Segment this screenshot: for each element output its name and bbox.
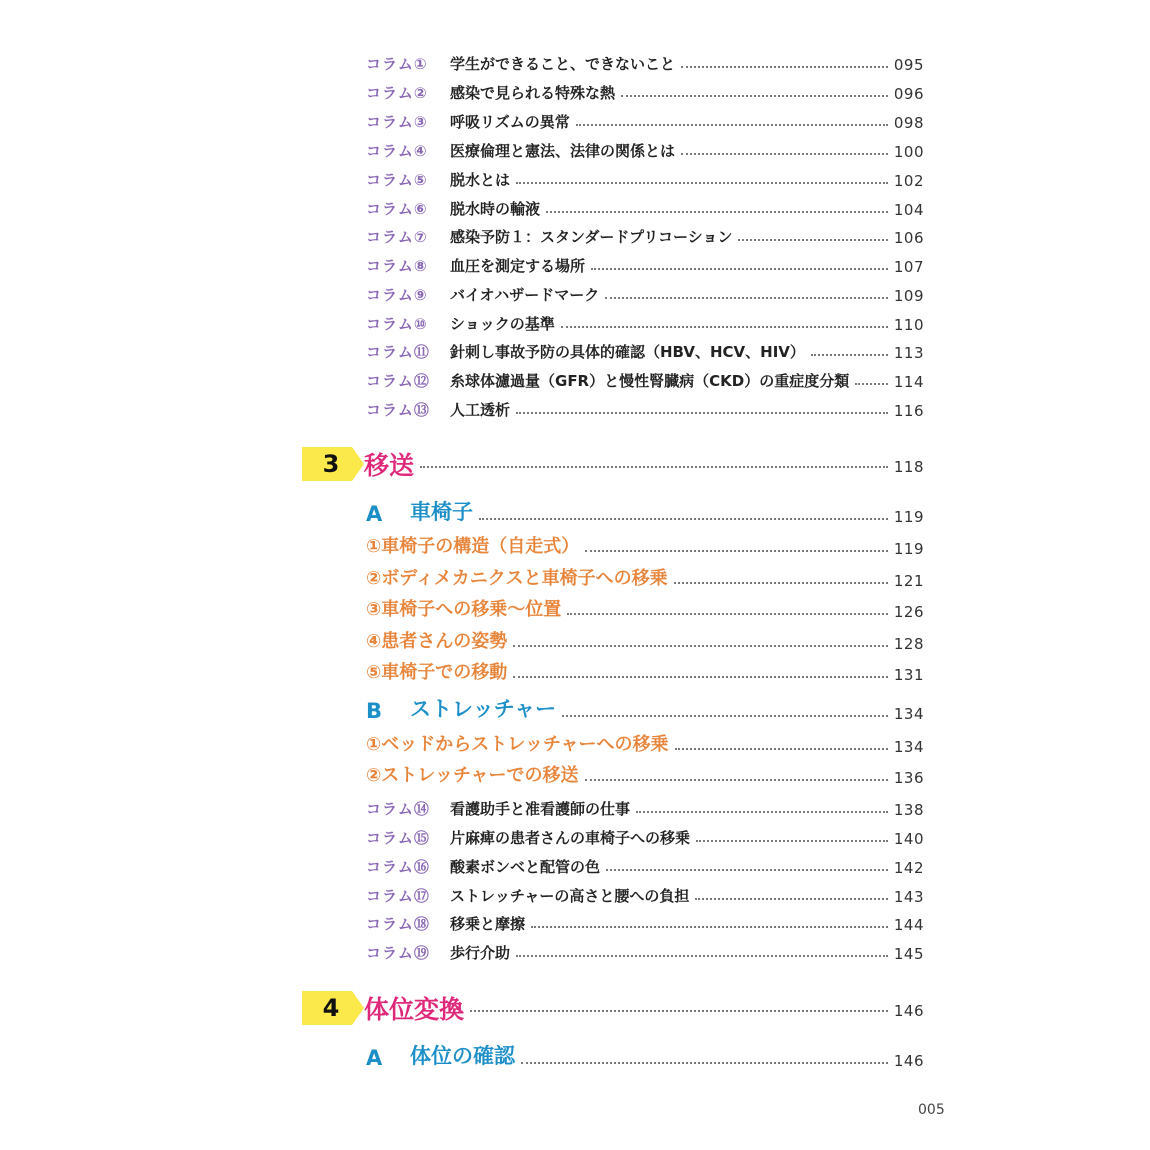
toc-column-8 [366, 254, 924, 276]
leader-dots [855, 383, 888, 385]
leader-dots [562, 715, 888, 717]
page-number: 104 [893, 201, 924, 219]
page-number: 131 [893, 666, 924, 684]
section-letter: A [366, 1046, 383, 1070]
toc-column-3 [366, 110, 924, 132]
toc-column-11 [366, 340, 924, 362]
subsection-title: ④患者さんの姿勢 [366, 631, 508, 652]
chapter-number-badge [302, 991, 352, 1025]
page-number: 146 [893, 1052, 924, 1070]
column-title: 脱水とは [450, 171, 511, 189]
page-number: 114 [893, 373, 924, 391]
page-number: 110 [893, 316, 924, 334]
page-number: 140 [893, 830, 924, 848]
column-title: 呼吸リズムの異常 [450, 113, 570, 131]
page-number: 119 [893, 540, 924, 558]
page-number: 119 [893, 508, 924, 526]
toc-column-19 [366, 941, 924, 963]
leader-dots [516, 412, 888, 414]
subsection-a2 [366, 564, 924, 590]
chapter-number: 4 [322, 994, 340, 1022]
column-title: 酸素ボンベと配管の色 [450, 858, 601, 876]
page-number: 143 [893, 888, 924, 906]
chapter-title: 体位変換 [364, 995, 465, 1024]
subsection-title: ①ベッドからストレッチャーへの移乗 [366, 734, 669, 755]
column-tag: コラム① [366, 55, 428, 73]
leader-dots [516, 955, 888, 957]
page-number: 116 [893, 402, 924, 420]
section-title: 車椅子 [410, 500, 473, 524]
page-number: 098 [893, 114, 924, 132]
column-title: 人工透析 [450, 401, 511, 419]
page-number: 134 [893, 705, 924, 723]
toc-column-4 [366, 139, 924, 161]
toc-column-18 [366, 912, 924, 934]
leader-dots [606, 869, 888, 871]
page-number: 121 [893, 572, 924, 590]
column-tag: コラム⑱ [366, 915, 430, 933]
page-number: 136 [893, 769, 924, 787]
section-4a-heading [366, 1040, 924, 1070]
column-tag: コラム⑨ [366, 286, 428, 304]
subsection-title: ②ストレッチャーでの移送 [366, 765, 579, 786]
column-tag: コラム② [366, 84, 428, 102]
chapter-number: 3 [322, 450, 340, 478]
toc-column-16 [366, 855, 924, 877]
subsection-b1 [366, 730, 924, 756]
page-number: 128 [893, 635, 924, 653]
toc-column-10 [366, 312, 924, 334]
leader-dots [605, 297, 888, 299]
column-title: 糸球体濾過量（GFR）と慢性腎臓病（CKD）の重症度分類 [450, 372, 850, 390]
leader-dots [521, 1062, 888, 1064]
toc-column-2 [366, 81, 924, 103]
subsection-a1 [366, 532, 924, 558]
column-tag: コラム⑬ [366, 401, 430, 419]
page-number: 142 [893, 859, 924, 877]
subsection-a3 [366, 595, 924, 621]
column-tag: コラム⑥ [366, 200, 428, 218]
leader-dots [696, 840, 888, 842]
subsection-title: ②ボディメカニクスと車椅子への移乗 [366, 568, 668, 589]
column-title: 感染で見られる特殊な熱 [450, 84, 616, 102]
column-tag: コラム⑪ [366, 343, 430, 361]
page-number: 100 [893, 143, 924, 161]
column-tag: コラム⑩ [366, 315, 428, 333]
column-tag: コラム⑧ [366, 257, 428, 275]
leader-dots [681, 66, 888, 68]
leader-dots [591, 268, 888, 270]
subsection-b2 [366, 761, 924, 787]
page-number: 106 [893, 229, 924, 247]
page-number: 126 [893, 603, 924, 621]
page-number: 102 [893, 172, 924, 190]
leader-dots [636, 811, 888, 813]
leader-dots [531, 926, 888, 928]
leader-dots [567, 613, 888, 615]
leader-dots [738, 239, 887, 241]
toc-column-6 [366, 197, 924, 219]
leader-dots [621, 95, 888, 97]
page-number: 096 [893, 85, 924, 103]
column-title: 歩行介助 [450, 944, 511, 962]
leader-dots [576, 124, 888, 126]
subsection-a5 [366, 658, 924, 684]
column-tag: コラム⑦ [366, 228, 428, 246]
page-number: 118 [893, 458, 924, 476]
toc-column-7 [366, 225, 924, 247]
subsection-a4 [366, 627, 924, 653]
chapter-3-heading [302, 444, 924, 484]
column-title: 脱水時の輸液 [450, 200, 541, 218]
leader-dots [420, 466, 888, 468]
section-letter: B [366, 699, 383, 723]
page-number: 113 [893, 344, 924, 362]
section-title: 体位の確認 [410, 1044, 515, 1068]
leader-dots [674, 582, 888, 584]
column-title: バイオハザードマーク [450, 286, 600, 304]
column-title: 看護助手と准看護師の仕事 [450, 800, 631, 818]
column-tag: コラム⑮ [366, 829, 430, 847]
leader-dots [585, 550, 888, 552]
column-title: ショックの基準 [450, 315, 555, 333]
column-tag: コラム⑫ [366, 372, 430, 390]
leader-dots [675, 748, 888, 750]
page-folio: 005 [918, 1102, 945, 1118]
column-title: 感染予防１：スタンダードプリコーション [450, 228, 733, 246]
column-title: 血圧を測定する場所 [450, 257, 586, 275]
page-number: 145 [893, 945, 924, 963]
column-title: ストレッチャーの高さと腰への負担 [450, 887, 690, 905]
leader-dots [585, 779, 888, 781]
toc-column-1 [366, 52, 924, 74]
leader-dots [516, 182, 888, 184]
subsection-title: ⑤車椅子での移動 [366, 662, 508, 683]
toc-column-13 [366, 398, 924, 420]
page-number: 144 [893, 916, 924, 934]
section-title: ストレッチャー [410, 697, 557, 721]
toc-column-9 [366, 283, 924, 305]
column-title: 移乗と摩擦 [450, 915, 526, 933]
toc-column-12 [366, 369, 924, 391]
page-number: 095 [893, 56, 924, 74]
chapter-number-badge [302, 447, 352, 481]
page-number: 109 [893, 287, 924, 305]
leader-dots [470, 1010, 888, 1012]
chapter-4-heading [302, 988, 924, 1028]
column-title: 学生ができること、できないこと [450, 55, 676, 73]
page-number: 146 [893, 1002, 924, 1020]
column-tag: コラム⑤ [366, 171, 428, 189]
section-letter: A [366, 502, 383, 526]
column-title: 医療倫理と憲法、法律の関係とは [450, 142, 676, 160]
leader-dots [681, 153, 888, 155]
chapter-title: 移送 [364, 451, 415, 480]
leader-dots [561, 326, 888, 328]
column-tag: コラム③ [366, 113, 428, 131]
leader-dots [811, 354, 888, 356]
leader-dots [513, 645, 888, 647]
column-tag: コラム⑲ [366, 944, 430, 962]
page-number: 138 [893, 801, 924, 819]
subsection-title: ③車椅子への移乗～位置 [366, 599, 562, 620]
column-title: 針刺し事故予防の具体的確認（HBV、HCV、HIV） [450, 343, 805, 361]
column-title: 片麻痺の患者さんの車椅子への移乗 [450, 829, 691, 847]
leader-dots [546, 211, 888, 213]
leader-dots [695, 898, 887, 900]
column-tag: コラム⑭ [366, 800, 430, 818]
subsection-title: ①車椅子の構造（自走式） [366, 536, 580, 557]
column-tag: コラム④ [366, 142, 428, 160]
page-number: 134 [893, 738, 924, 756]
toc-column-14 [366, 797, 924, 819]
leader-dots [513, 676, 888, 678]
toc-column-15 [366, 826, 924, 848]
toc-column-17 [366, 884, 924, 906]
leader-dots [479, 518, 888, 520]
column-tag: コラム⑰ [366, 887, 430, 905]
section-b-heading [366, 693, 924, 723]
section-a-heading [366, 496, 924, 526]
column-tag: コラム⑯ [366, 858, 430, 876]
toc-column-5 [366, 168, 924, 190]
page-number: 107 [893, 258, 924, 276]
